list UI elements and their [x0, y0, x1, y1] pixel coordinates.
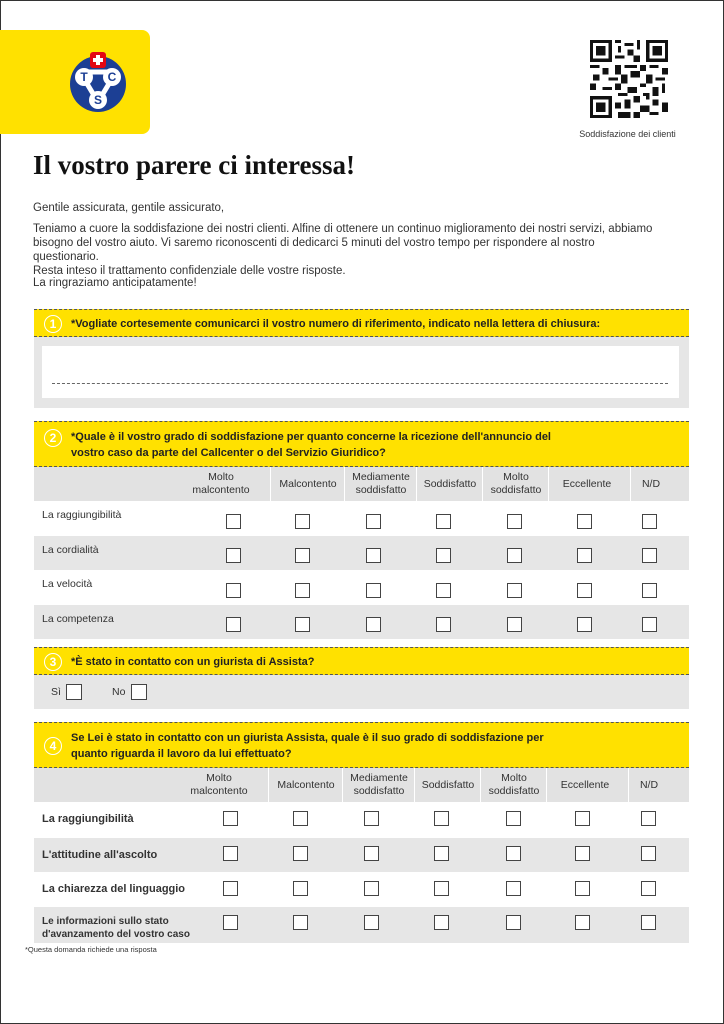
- rating-checkbox[interactable]: [226, 617, 241, 632]
- option-no-checkbox[interactable]: [131, 684, 147, 700]
- logo-letter-c: C: [107, 70, 117, 84]
- rating-checkbox[interactable]: [575, 915, 590, 930]
- rating-checkbox[interactable]: [575, 881, 590, 896]
- page-title: Il vostro parere ci interessa!: [33, 150, 355, 180]
- rating-checkbox[interactable]: [295, 617, 310, 632]
- rating-checkbox[interactable]: [366, 514, 381, 529]
- thanks-text: La ringraziamo anticipatamente!: [33, 277, 197, 289]
- rating-checkbox[interactable]: [434, 881, 449, 896]
- column-label: Malcontento: [268, 768, 343, 802]
- row-label: La cordialità: [42, 544, 99, 556]
- section-3-question: *È stato in contatto con un giurista di Assista?: [71, 656, 315, 668]
- greeting: Gentile assicurata, gentile assicurato,: [33, 202, 225, 214]
- rating-checkbox[interactable]: [506, 881, 521, 896]
- rating-checkbox[interactable]: [293, 881, 308, 896]
- rating-checkbox[interactable]: [577, 514, 592, 529]
- row-label: La velocità: [42, 578, 93, 590]
- column-label: Malcontento: [270, 467, 345, 501]
- rating-checkbox[interactable]: [575, 811, 590, 826]
- section-number: 4: [44, 737, 62, 755]
- column-label: N/D: [630, 467, 671, 501]
- rating-checkbox[interactable]: [293, 846, 308, 861]
- rating-checkbox[interactable]: [364, 846, 379, 861]
- section-3-header: [34, 647, 689, 675]
- rating-checkbox[interactable]: [434, 846, 449, 861]
- rating-checkbox[interactable]: [436, 617, 451, 632]
- rating-checkbox[interactable]: [436, 583, 451, 598]
- section-number: 2: [44, 429, 62, 447]
- column-label: Mediamente soddisfatto: [344, 467, 417, 501]
- rating-checkbox[interactable]: [364, 811, 379, 826]
- rating-checkbox[interactable]: [295, 583, 310, 598]
- table-row: [34, 872, 689, 906]
- section-number: 1: [44, 315, 62, 333]
- intro-paragraph: [33, 222, 663, 278]
- rating-checkbox[interactable]: [223, 915, 238, 930]
- rating-checkbox[interactable]: [506, 846, 521, 861]
- rating-checkbox[interactable]: [226, 514, 241, 529]
- column-label: Molto soddisfatto: [480, 768, 547, 802]
- section-4-column-header: [34, 768, 689, 802]
- section-number: 3: [44, 653, 62, 671]
- rating-checkbox[interactable]: [366, 583, 381, 598]
- column-label: Molto malcontento: [190, 772, 248, 797]
- column-label: N/D: [628, 768, 669, 802]
- question-line: Se Lei è stato in contatto con un giurista Assista, quale è il suo grado di soddisfazione per: [71, 732, 544, 744]
- option-si-label: Sì: [51, 686, 61, 698]
- logo-letter-t: T: [80, 70, 88, 84]
- section-2-header: [34, 421, 689, 467]
- rating-checkbox[interactable]: [223, 846, 238, 861]
- column-label: Eccellente: [546, 768, 623, 802]
- option-no-label: No: [112, 686, 126, 698]
- rating-checkbox[interactable]: [364, 915, 379, 930]
- rating-checkbox[interactable]: [293, 811, 308, 826]
- rating-checkbox[interactable]: [642, 583, 657, 598]
- section-2-question: [71, 429, 551, 461]
- rating-checkbox[interactable]: [642, 548, 657, 563]
- rating-checkbox[interactable]: [642, 514, 657, 529]
- tcs-logo: [66, 50, 130, 114]
- rating-checkbox[interactable]: [577, 548, 592, 563]
- row-label: La chiarezza del linguaggio: [42, 883, 186, 895]
- rating-checkbox[interactable]: [223, 811, 238, 826]
- table-row: [34, 802, 689, 836]
- rating-checkbox[interactable]: [293, 915, 308, 930]
- rating-checkbox[interactable]: [223, 881, 238, 896]
- question-line: *Quale è il vostro grado di soddisfazione per quanto concerne la ricezione dell'annuncio del: [71, 431, 551, 443]
- row-label: L'attitudine all'ascolto: [42, 849, 158, 861]
- reference-number-input[interactable]: [42, 346, 679, 398]
- option-si-checkbox[interactable]: [66, 684, 82, 700]
- rating-checkbox[interactable]: [436, 514, 451, 529]
- rating-checkbox[interactable]: [506, 811, 521, 826]
- footnote: *Questa domanda richiede una risposta: [25, 945, 157, 954]
- rating-checkbox[interactable]: [366, 548, 381, 563]
- row-label: La competenza: [42, 613, 114, 625]
- rating-checkbox[interactable]: [226, 583, 241, 598]
- qr-caption: Soddisfazione dei clienti: [579, 129, 676, 139]
- rating-checkbox[interactable]: [507, 617, 522, 632]
- rating-checkbox[interactable]: [434, 915, 449, 930]
- row-label: La raggiungibilità: [42, 509, 122, 521]
- rating-checkbox[interactable]: [507, 583, 522, 598]
- rating-checkbox[interactable]: [366, 617, 381, 632]
- section-4-header: [34, 722, 689, 768]
- question-line: quanto riguarda il lavoro da lui effettuato?: [71, 748, 292, 760]
- column-label: Mediamente soddisfatto: [342, 768, 415, 802]
- rating-checkbox[interactable]: [226, 548, 241, 563]
- intro-line: Teniamo a cuore la soddisfazione dei nostri clienti. Alfine di ottenere un continuo miglioramento dei nostri servizi, abbiamo: [33, 223, 653, 235]
- table-row: [34, 907, 689, 943]
- rating-checkbox[interactable]: [641, 881, 656, 896]
- rating-checkbox[interactable]: [642, 617, 657, 632]
- rating-checkbox[interactable]: [295, 548, 310, 563]
- qr-code[interactable]: [590, 40, 668, 118]
- logo-letter-s: S: [93, 93, 103, 107]
- rating-checkbox[interactable]: [575, 846, 590, 861]
- column-label: Eccellente: [548, 467, 625, 501]
- section-4-question: [71, 730, 544, 762]
- rating-checkbox[interactable]: [641, 811, 656, 826]
- section-1-header: [34, 309, 689, 337]
- rating-checkbox[interactable]: [364, 881, 379, 896]
- column-label: Molto soddisfatto: [482, 467, 549, 501]
- rating-checkbox[interactable]: [295, 514, 310, 529]
- intro-line: bisogno del vostro aiuto. Vi saremo riconoscenti di dedicarci 5 minuti del vostro tempo per rispondere al nostro questionario.: [33, 237, 595, 263]
- row-label: La raggiungibilità: [42, 813, 134, 825]
- section-2-column-header: [34, 467, 689, 501]
- rating-checkbox[interactable]: [436, 548, 451, 563]
- rating-checkbox[interactable]: [507, 514, 522, 529]
- rating-checkbox[interactable]: [577, 617, 592, 632]
- column-label: Molto malcontento: [192, 471, 250, 496]
- section-1-question: *Vogliate cortesemente comunicarci il vostro numero di riferimento, indicato nella lettera di chiusura:: [71, 318, 601, 330]
- column-label: Soddisfatto: [414, 768, 481, 802]
- reference-number-line: [52, 383, 668, 384]
- rating-checkbox[interactable]: [577, 583, 592, 598]
- rating-checkbox[interactable]: [641, 915, 656, 930]
- intro-line: Resta inteso il trattamento confidenziale delle vostre risposte.: [33, 265, 346, 277]
- table-row: [34, 838, 689, 872]
- rating-checkbox[interactable]: [434, 811, 449, 826]
- question-line: vostro caso da parte del Callcenter o del Servizio Giuridico?: [71, 447, 386, 459]
- rating-checkbox[interactable]: [507, 548, 522, 563]
- row-label: Le informazioni sullo stato d'avanzamento del vostro caso: [42, 916, 190, 940]
- rating-checkbox[interactable]: [506, 915, 521, 930]
- column-label: Soddisfatto: [416, 467, 483, 501]
- rating-checkbox[interactable]: [641, 846, 656, 861]
